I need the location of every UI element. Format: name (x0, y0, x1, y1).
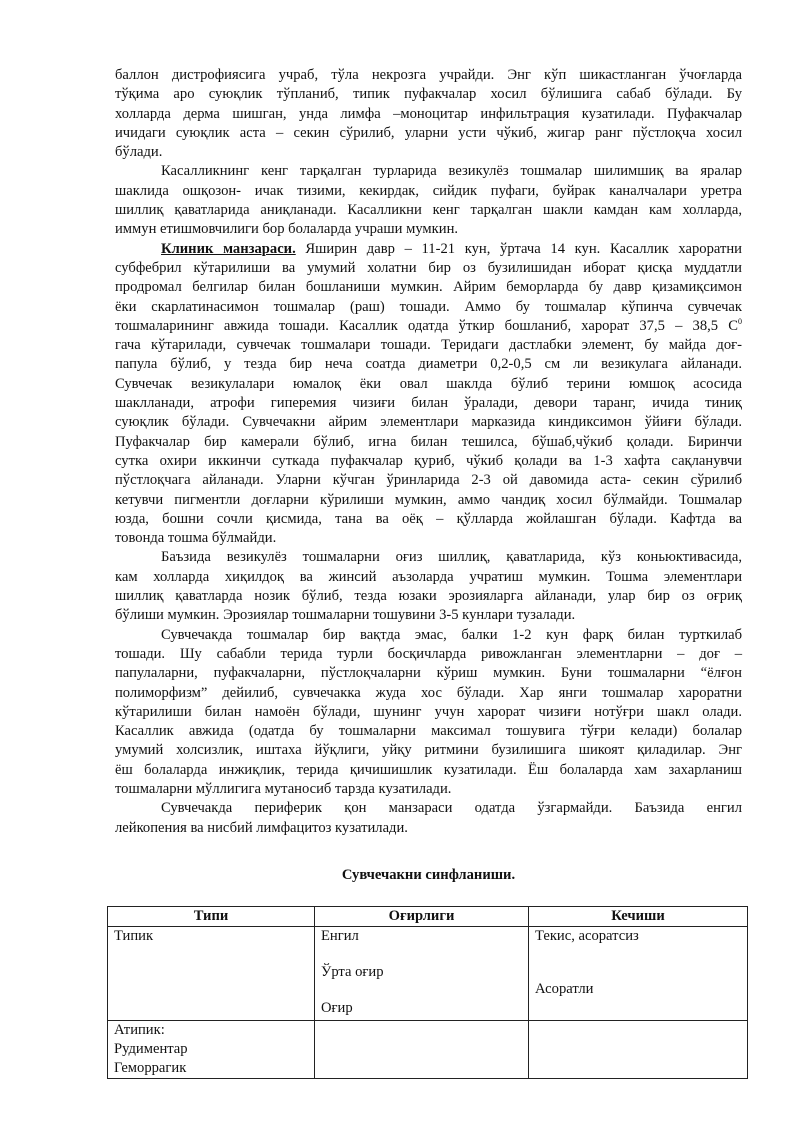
paragraph-3-line: кетувчи пигментли доғларни кўрилиши мумкин, аммо чандиқ хосил бўлмайди. Тошмалар (115, 491, 742, 508)
header-type: Типи (108, 906, 315, 926)
paragraph-3-line: гача кўтарилади, сувчечак тошмалари тошади. Теридаги дастлабки элемент, бу майда доғ- (115, 337, 742, 354)
paragraph-3-line: товонда тошма бўлмайди. (115, 530, 277, 547)
paragraph-5-line: кўтарилиши билан намоён бўлади, шунинг учун харорат чизиғи нотўғри шакл олади. (115, 703, 742, 720)
paragraph-1-line: бўлади. (115, 144, 163, 161)
cell-course (529, 926, 748, 1020)
paragraph-3-first-line (115, 240, 742, 259)
course-complicated: Асоратли (535, 980, 594, 997)
paragraph-3-line: ёки скарлатинасимон тошмалар (раш) тошади. Аммо бу тошмалар кўпинча сувчечак (115, 298, 742, 315)
paragraph-2-line: иммун етишмовчилиги бор болаларда учраши мумкин. (115, 221, 459, 238)
paragraph-5-line: Сувчечакда тошмалар бир вақтда эмас, балки 1-2 кун фарқ билан турткилаб (161, 626, 742, 643)
paragraph-3-line: папула бўлиб, у тезда бир неча соатда диаметри 0,2-0,5 см ли везикулага айланади. (115, 356, 742, 373)
paragraph-4-line: бўлиши мумкин. Эрозиялар тошмаларни тошувини 3-5 кунлари тузалади. (115, 607, 576, 624)
cell-empty (529, 1020, 748, 1078)
severity-moderate: Ўрта оғир (321, 963, 384, 980)
paragraph-6-line: лейкопения ва нисбий лимфацитоз кузатилади. (115, 819, 408, 836)
course-smooth: Текис, асоратсиз (535, 927, 639, 944)
paragraph-1-line: холларда дерма шишган, унда лимфа –моноцитар инфильтрация кузатилади. Пуфакчалар (115, 105, 742, 122)
type-typical: Типик (114, 927, 154, 944)
paragraph-3-line: Пуфакчалар бир камерали бўлиб, игна билан тешилса, бўшаб,чўкиб қолади. Биринчи (115, 433, 742, 450)
table-header-row (108, 906, 748, 926)
severity-severe: Оғир (321, 999, 353, 1016)
paragraph-1-line: баллон дистрофиясига учраб, тўла некрозга учрайди. Энг кўп шикастланган ўчоғларда (115, 67, 742, 83)
paragraph-5-line: полиморфизм” дейилиб, сувчечакка жуда хос бўлади. Хар янги тошмалар хароратни (115, 684, 742, 701)
paragraph-4-line: кам холларда хиқилдоқ ва жинсий аъзоларда учратиш мумкин. Тошма элементлари (115, 568, 742, 585)
paragraph-3-line: пўстлоқчага айланади. Уларни кўчган ўринларида 2-3 ой давомида аста- секин сўрилиб (115, 472, 742, 489)
paragraph-5-line: папулаларни, пуфакчаларни, пўстлоқчаларни кўриш мумкин. Буни тошмаларни “ёлғон (115, 665, 742, 682)
paragraph-4-line: Баъзида везикулёз тошмаларни оғиз шиллиқ, қаватларида, кўз коньюктивасида, (161, 549, 742, 566)
severity-mild: Енгил (321, 927, 359, 944)
paragraph-2-line: шаклида ошқозон- ичак тизими, кекирдак, сийдик пуфаги, буйрак каналчалари уретра (115, 182, 742, 199)
paragraph-3-line: юзда, бошни сочли қисмида, тана ва оёқ – қўлларда жойлашган бўлади. Кафтда ва (115, 510, 742, 527)
header-course: Кечиши (529, 906, 748, 926)
type-hemorrhagic: Геморрагик (114, 1059, 187, 1076)
paragraph-3-line-temperature (115, 317, 742, 336)
table-row (108, 926, 748, 1020)
paragraph-3-line: продромал белгилар билан бошланиши мумкин. Айрим беморларда бу давр қизамиқсимон (115, 279, 742, 296)
cell-empty (315, 1020, 529, 1078)
table-caption: Сувчечакни синфланиши. (341, 866, 516, 883)
type-atypical: Атипик: (114, 1021, 165, 1038)
paragraph-3-line: шаклланади, атрофи гиперемия чизиғи билан ўралади, девори таранг, ичида тиниқ (115, 395, 742, 412)
paragraph-5-line: умумий холсизлик, иштаха йўқлиги, уйқу ритмини бузилишига шикоят қиладилар. Энг (115, 742, 742, 759)
paragraph-1-line: тўқима аро суюқлик тўпланиб, типик пуфакчалар хосил бўлишига сабаб бўлади. Бу (115, 86, 742, 103)
paragraph-2-line: шиллиқ қаватларида аниқланади. Касалликни кенг тарқалган шакли камдан кам холларда, (115, 202, 742, 219)
cell-type-atypical (108, 1020, 315, 1078)
document-page (115, 66, 742, 1079)
paragraph-5-line: ёш болаларда инжиқлик, терида қичишишлик кузатилади. Ёш болаларда хам захарланиш (115, 761, 742, 778)
paragraph-4-line: шиллиқ қаватларда нозик бўлиб, тезда юзаки эрозияларга айланади, улар бир оз оғриқ (115, 588, 742, 605)
paragraph-1-line: ичидаги суюқлик аста – секин сўрилиб, уларни усти чўкиб, жигар ранг пўстлоқча хосил (115, 124, 742, 141)
type-rudimentary: Рудиментар (114, 1040, 188, 1057)
paragraph-3-line-text: тошмаларининг авжида тошади. Касаллик одатда ўткир бошланиб, харорат 37,5 – 38,5 С (115, 317, 738, 334)
paragraph-3-first-rest: Яширин давр – 11-21 кун, ўртача 14 кун. Касаллик хароратни (295, 240, 742, 257)
paragraph-3-line: субфебрил кўтарилиши ва умумий холатни бир оз бузилишидан иборат қисқа муддатли (115, 259, 742, 276)
paragraph-2-line: Касалликнинг кенг тарқалган турларида везикулёз тошмалар шилимшиқ ва яралар (161, 163, 742, 180)
table-row (108, 1020, 748, 1078)
paragraph-5-line: тошмаларни мўллигига мутаносиб тарзда кузатилади. (115, 780, 452, 797)
paragraph-5-line: Касаллик авжида (одатда бу тошмаларни максимал тошувига тўғри келади) болалар (115, 723, 742, 740)
paragraph-3-line: Сувчечак везикулалари юмалоқ ёки овал шаклда бўлиб терини юмшоқ асосида (115, 375, 742, 392)
paragraph-6-line: Сувчечакда периферик қон манзараси одатда ўзгармайди. Баъзида енгил (161, 800, 742, 817)
header-severity: Оғирлиги (315, 906, 529, 926)
clinical-picture-heading: Клиник манзараси. (161, 240, 296, 257)
paragraph-3-line: сутка охири иккинчи суткада пуфакчалар қуриб, чўкиб қолади ва 1-3 хафта сақланувчи (115, 452, 742, 469)
paragraph-3-line: суюқлик бўлади. Сувчечакни айрим элементлари марказида киндиксимон ўйиғи бўлади. (115, 414, 742, 431)
paragraph-5-line: тошади. Шу сабабли терида турли босқичларда ривожланган элементларни – доғ – (115, 645, 742, 662)
degree-superscript: 0 (738, 316, 742, 326)
cell-type-typical (108, 926, 315, 1020)
cell-severity (315, 926, 529, 1020)
classification-table (107, 906, 748, 1079)
